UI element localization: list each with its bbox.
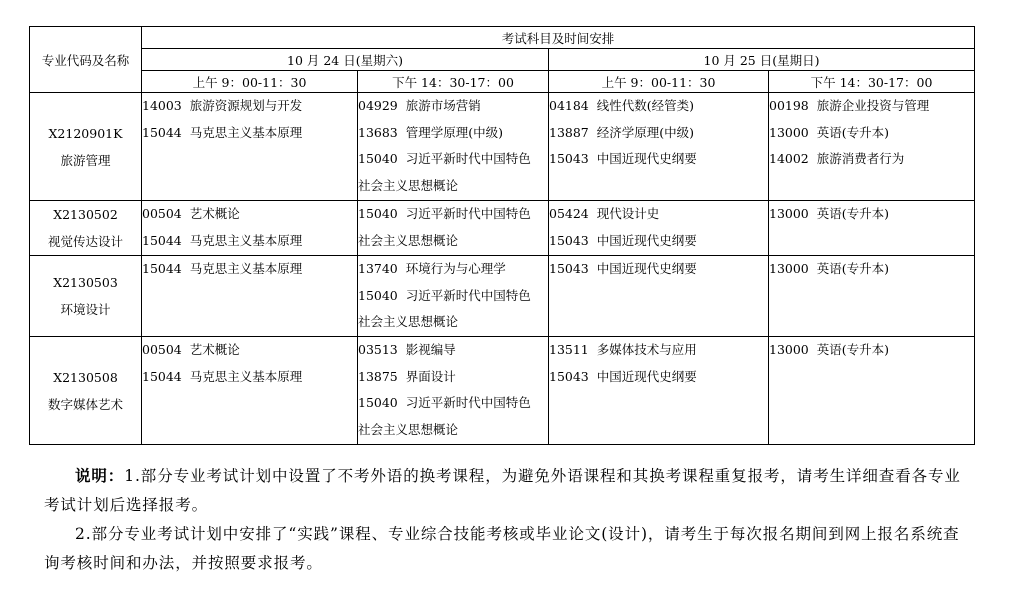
course-code: 00504 xyxy=(142,342,182,357)
table-row xyxy=(30,256,975,337)
course-code: 05424 xyxy=(549,206,589,221)
course-name: 管理学原理(中级) xyxy=(405,124,504,140)
course-line xyxy=(142,93,357,120)
course-name: 环境行为与心理学 xyxy=(405,261,506,276)
course-name: 中国近现代史纲要 xyxy=(596,261,697,276)
session-cell xyxy=(549,201,769,256)
note-1-text: 1.部分专业考试计划中设置了不考外语的换考课程，为避免外语课程和其换考课程重复报考，请考生详细查看各专业考试计划后选择报考。 xyxy=(44,467,961,514)
course-line xyxy=(358,201,548,228)
course-code: 13740 xyxy=(358,261,398,276)
session-cell xyxy=(549,337,769,445)
course-name: 英语(专升本) xyxy=(816,342,890,357)
course-line xyxy=(549,201,768,228)
course-name: 艺术概论 xyxy=(189,342,240,357)
course-code: 13875 xyxy=(358,368,398,384)
course-code: 13511 xyxy=(549,342,589,357)
session-cell xyxy=(549,256,769,337)
course-line xyxy=(142,337,357,364)
course-line xyxy=(549,146,768,173)
session-cell xyxy=(142,201,358,256)
course-code: 13000 xyxy=(769,124,809,140)
course-line xyxy=(549,228,768,255)
course-name: 马克思主义基本原理 xyxy=(189,232,303,248)
course-line xyxy=(769,146,974,173)
course-code: 15044 xyxy=(142,368,182,384)
notes-label: 说明： xyxy=(75,466,125,485)
course-name: 英语(专升本) xyxy=(816,261,890,276)
course-code: 15043 xyxy=(549,261,589,276)
course-name: 习近平新时代中国特色 xyxy=(405,287,531,303)
course-line xyxy=(549,120,768,147)
course-name: 习近平新时代中国特色 xyxy=(405,151,531,166)
major-code: X2120901K xyxy=(48,125,123,141)
course-line xyxy=(358,146,548,173)
session-header: 下午 14：30-17：00 xyxy=(769,71,975,93)
session-cell xyxy=(769,256,975,337)
major-cell xyxy=(30,337,142,445)
course-line xyxy=(142,228,357,255)
course-code: 04929 xyxy=(358,98,398,113)
course-line xyxy=(358,173,548,200)
notes xyxy=(44,461,974,578)
session-cell xyxy=(358,256,549,337)
course-line xyxy=(358,283,548,310)
session-cell xyxy=(142,93,358,201)
course-line xyxy=(358,364,548,391)
course-name: 中国近现代史纲要 xyxy=(596,151,697,166)
course-line xyxy=(358,256,548,283)
session-cell xyxy=(142,256,358,337)
session-cell xyxy=(358,201,549,256)
course-line xyxy=(358,228,548,255)
course-line xyxy=(549,93,768,120)
course-code: 14002 xyxy=(769,151,809,166)
course-line xyxy=(142,256,357,283)
course-name: 习近平新时代中国特色 xyxy=(405,206,531,221)
course-name: 英语(专升本) xyxy=(816,124,890,140)
session-cell xyxy=(358,337,549,445)
course-code: 13887 xyxy=(549,124,589,140)
course-code: 14003 xyxy=(142,98,182,113)
session-cell xyxy=(769,93,975,201)
course-name: 旅游企业投资与管理 xyxy=(816,98,930,113)
day-header: 10 月 25 日(星期日) xyxy=(549,49,975,71)
course-code: 15044 xyxy=(142,261,182,276)
course-code: 13000 xyxy=(769,342,809,357)
major-column-header: 专业代码及名称 xyxy=(30,27,142,93)
course-code: 13000 xyxy=(769,261,809,276)
schedule-body xyxy=(30,93,975,445)
session-cell xyxy=(142,337,358,445)
course-name: 旅游资源规划与开发 xyxy=(189,98,303,113)
course-code: 15040 xyxy=(358,206,398,221)
course-name: 中国近现代史纲要 xyxy=(596,232,697,248)
major-name: 环境设计 xyxy=(60,302,111,317)
course-line xyxy=(142,120,357,147)
course-code: 13683 xyxy=(358,124,398,140)
course-code: 00198 xyxy=(769,98,809,113)
course-code: 15043 xyxy=(549,151,589,166)
table-row xyxy=(30,201,975,256)
course-line xyxy=(142,364,357,391)
major-code: X2130502 xyxy=(53,207,118,222)
course-code: 13000 xyxy=(769,206,809,221)
course-name: 影视编导 xyxy=(405,342,456,357)
course-line xyxy=(358,390,548,417)
course-name: 英语(专升本) xyxy=(816,206,890,221)
course-line xyxy=(769,120,974,147)
course-name: 马克思主义基本原理 xyxy=(189,368,303,384)
course-name: 旅游消费者行为 xyxy=(816,151,905,166)
major-name: 视觉传达设计 xyxy=(47,234,123,249)
course-name: 旅游市场营销 xyxy=(405,98,481,113)
session-cell xyxy=(358,93,549,201)
course-name: 习近平新时代中国特色 xyxy=(405,395,531,410)
course-code: 15040 xyxy=(358,287,398,303)
day-header: 10 月 24 日(星期六) xyxy=(142,49,549,71)
course-name: 多媒体技术与应用 xyxy=(596,342,697,357)
major-code: X2130503 xyxy=(53,275,118,290)
session-header: 上午 9：00-11：30 xyxy=(549,71,769,93)
subjects-header: 考试科目及时间安排 xyxy=(142,27,975,49)
course-line xyxy=(549,364,768,391)
session-cell xyxy=(769,337,975,445)
major-name: 数字媒体艺术 xyxy=(47,396,123,412)
course-line xyxy=(769,337,974,364)
session-cell xyxy=(769,201,975,256)
major-cell xyxy=(30,256,142,337)
major-cell xyxy=(30,93,142,201)
note-2: 2.部分专业考试计划中安排了“实践”课程、专业综合技能考核或毕业论文(设计)，请考生于每次报名期间到网上报名系统查询考核时间和办法，并按照要求报考。 xyxy=(44,525,960,572)
course-line xyxy=(549,337,768,364)
course-name: 艺术概论 xyxy=(189,206,240,221)
table-row xyxy=(30,337,975,445)
course-code: 15040 xyxy=(358,395,398,410)
course-code: 15043 xyxy=(549,368,589,384)
course-name: 社会主义思想概论 xyxy=(358,314,459,329)
course-code: 15044 xyxy=(142,124,182,140)
course-code: 03513 xyxy=(358,342,398,357)
course-name: 马克思主义基本原理 xyxy=(189,261,303,276)
course-line xyxy=(358,309,548,336)
major-cell xyxy=(30,201,142,256)
course-name: 经济学原理(中级) xyxy=(596,124,695,140)
exam-schedule-table xyxy=(29,26,975,445)
course-code: 15043 xyxy=(549,232,589,248)
course-line xyxy=(769,201,974,228)
major-code: X2130508 xyxy=(53,369,118,385)
course-line xyxy=(358,337,548,364)
course-name: 线性代数(经管类) xyxy=(596,98,695,113)
course-name: 界面设计 xyxy=(405,368,456,384)
course-line xyxy=(358,120,548,147)
course-name: 社会主义思想概论 xyxy=(358,177,459,193)
course-line xyxy=(358,93,548,120)
table-row xyxy=(30,93,975,201)
major-name: 旅游管理 xyxy=(60,152,111,168)
course-line xyxy=(358,417,548,444)
session-header: 上午 9：00-11：30 xyxy=(142,71,358,93)
course-line xyxy=(769,256,974,283)
note-1 xyxy=(44,461,974,520)
course-code: 04184 xyxy=(549,98,589,113)
course-name: 马克思主义基本原理 xyxy=(189,124,303,140)
course-name: 社会主义思想概论 xyxy=(358,232,459,248)
course-line xyxy=(769,93,974,120)
course-code: 15040 xyxy=(358,151,398,166)
course-line xyxy=(142,201,357,228)
course-code: 15044 xyxy=(142,232,182,248)
course-code: 00504 xyxy=(142,206,182,221)
course-name: 社会主义思想概论 xyxy=(358,421,459,437)
course-name: 现代设计史 xyxy=(596,206,660,221)
session-header: 下午 14：30-17：00 xyxy=(358,71,549,93)
course-name: 中国近现代史纲要 xyxy=(596,368,697,384)
session-cell xyxy=(549,93,769,201)
course-line xyxy=(549,256,768,283)
